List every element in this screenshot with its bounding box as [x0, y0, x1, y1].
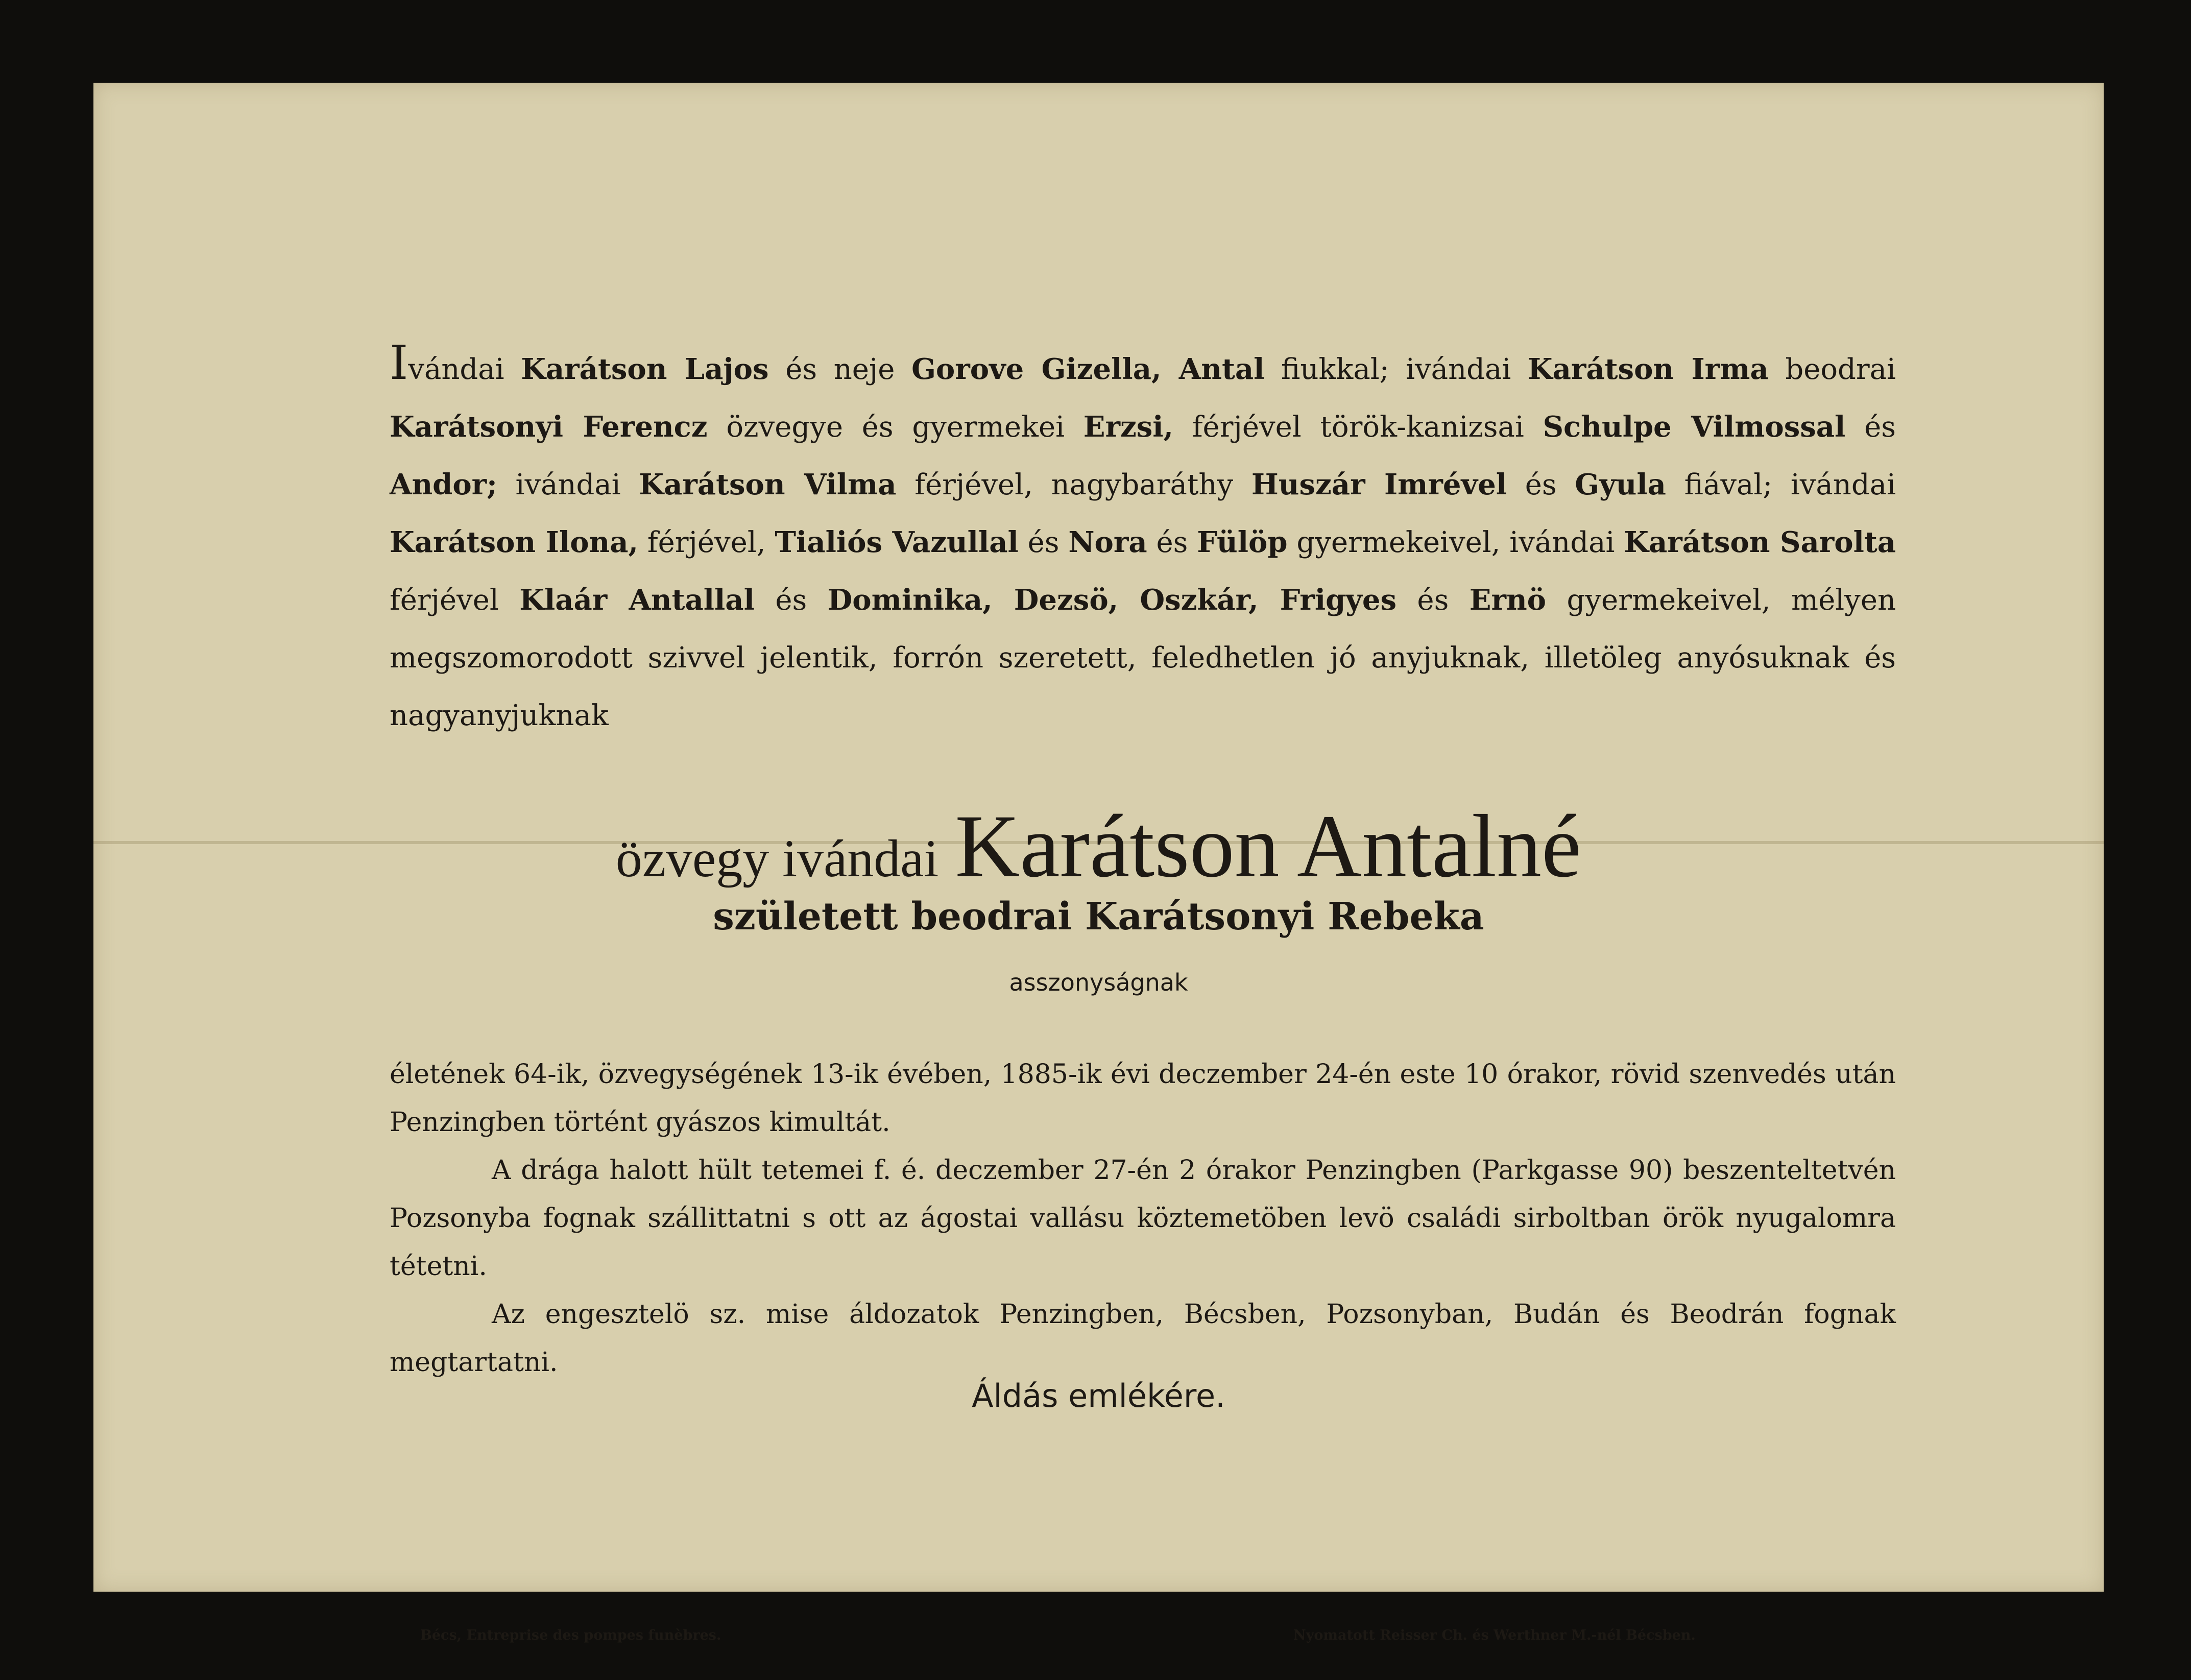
death-notice-sheet [93, 83, 2104, 1643]
intro-name-bold: Tialiós Vazullal [775, 525, 1019, 559]
intro-name-bold: Karátson Sarolta [1624, 525, 1896, 559]
intro-name-bold: Erzsi, [1083, 410, 1174, 444]
intro-text-segment: vándai [408, 353, 521, 386]
intro-dropcap: I [390, 335, 408, 390]
footer-undertaker: Bécs, Entreprise des pompes funèbres. [420, 1627, 721, 1643]
intro-name-bold: Fülöp [1197, 525, 1288, 559]
intro-name-bold: Gyula [1575, 468, 1666, 501]
intro-name-bold: Karátson Lajos [521, 352, 769, 386]
intro-text-segment: fiával; ivándai [1666, 468, 1896, 501]
deceased-birth-name: született beodrai Karátsonyi Rebeka [713, 895, 1484, 939]
intro-text-segment: gyermekeivel, ivándai [1287, 526, 1624, 559]
deceased-name-line [93, 795, 2104, 898]
body-paragraph: Az engesztelö sz. mise áldozatok Penzingben, Bécsben, Pozsonyban, Budán és Beodrán fognak megtartatni. [390, 1299, 1896, 1378]
intro-text-segment: és [1018, 526, 1069, 559]
intro-text-segment: és [1845, 411, 1896, 444]
blessing-line: Áldás emlékére. [972, 1377, 1225, 1414]
announcement-intro [390, 335, 1896, 745]
intro-text-segment: férjével, [638, 526, 775, 559]
intro-text-segment: és [1147, 526, 1197, 559]
intro-text-segment: özvegye és gyermekei [707, 411, 1084, 444]
intro-text-segment: ivándai [497, 468, 639, 501]
intro-name-bold: Schulpe Vilmossal [1543, 410, 1846, 444]
intro-name-bold: Klaár Antallal [519, 583, 755, 617]
deceased-prefix: özvegy ivándai [615, 829, 939, 888]
intro-name-bold: Karátson Vilma [639, 468, 897, 501]
intro-text-segment: férjével török-kanizsai [1173, 411, 1543, 444]
intro-name-bold: Gorove Gizella, Antal [911, 352, 1265, 386]
deceased-title: asszonyságnak [1009, 969, 1188, 996]
deceased-name: Karátson Antalné [955, 797, 1582, 896]
intro-name-bold: Nora [1068, 525, 1147, 559]
body-paragraph: életének 64-ik, özvegységének 13-ik évében, 1885-ik évi deczember 24-én este 10 órakor, rövid szenvedés után Penzingben történt gyászos kimultát. [390, 1059, 1896, 1138]
intro-text-segment: férjével, nagybaráthy [896, 468, 1251, 501]
intro-text-segment: gyermekeivel, mélyen megszomorodott szivvel jelentik, forrón szeretett, feledhetlen jó anyjuknak, illetöleg anyósuknak és nagyanyjuknak [390, 584, 1896, 732]
intro-name-bold: Dominika, Dezsö, Oszkár, Frigyes [827, 583, 1397, 617]
intro-name-bold: Karátson Irma [1527, 352, 1769, 386]
intro-text-segment: és [754, 584, 828, 617]
footer-printer: Nyomatott Reisser Ch. és Werthner M.-nél Bécsben. [1293, 1627, 1696, 1643]
intro-name-bold: Andor; [390, 468, 497, 501]
intro-text-segment: és [1507, 468, 1575, 501]
intro-name-bold: Karátsonyi Ferencz [390, 410, 708, 444]
intro-text-segment: beodrai [1768, 353, 1896, 386]
body-paragraph: A drága halott hült tetemei f. é. deczember 27-én 2 órakor Penzingben (Parkgasse 90) beszenteltetvén Pozsonyba fognak szállittatni s ott az ágostai vallásu köztemetöben levö családi sirboltban örök nyugalomra tétetni. [390, 1155, 1896, 1282]
intro-text-segment: férjével [390, 584, 520, 617]
intro-text-segment: és neje [768, 353, 912, 386]
intro-text [390, 353, 1896, 732]
intro-text-segment: és [1396, 584, 1470, 617]
intro-name-bold: Karátson Ilona, [390, 525, 639, 559]
intro-name-bold: Huszár Imrével [1251, 468, 1507, 501]
intro-name-bold: Ernö [1469, 583, 1547, 617]
announcement-body [390, 1050, 1896, 1386]
intro-text-segment: fiukkal; ivándai [1264, 353, 1528, 386]
